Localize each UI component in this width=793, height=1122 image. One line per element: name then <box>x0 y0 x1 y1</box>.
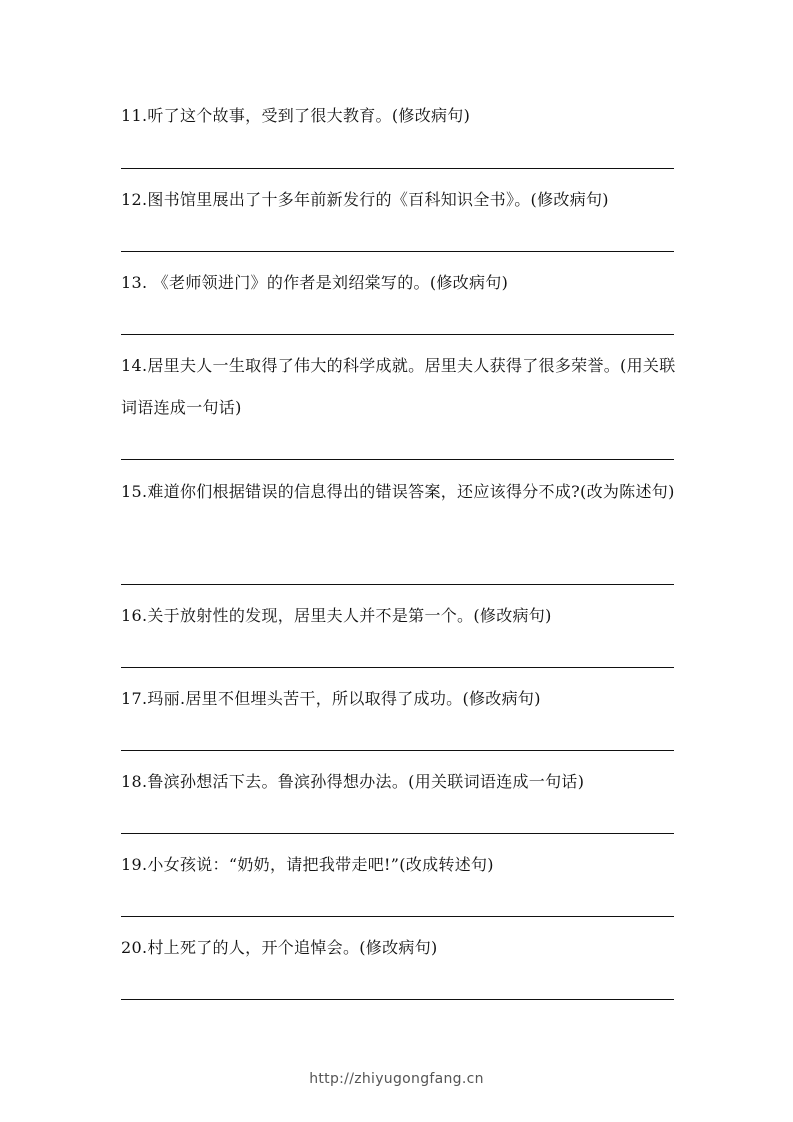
question-16 <box>121 595 681 637</box>
answer-line-15[interactable] <box>121 584 674 585</box>
question-text: 玛丽.居里不但埋头苦干，所以取得了成功。(修改病句) <box>147 689 541 708</box>
question-text: 鲁滨孙想活下去。鲁滨孙得想办法。(用关联词语连成一句话) <box>147 772 585 791</box>
question-15 <box>121 471 681 513</box>
question-14 <box>121 345 681 429</box>
answer-line-20[interactable] <box>121 999 674 1000</box>
footer-url[interactable]: http://zhiyugongfang.cn <box>309 1071 484 1087</box>
question-18 <box>121 761 681 803</box>
question-number: 18. <box>121 772 148 791</box>
question-number: 11. <box>121 106 148 125</box>
answer-line-18[interactable] <box>121 833 674 834</box>
question-text: 《老师领进门》的作者是刘绍棠写的。(修改病句) <box>152 273 509 292</box>
answer-line-16[interactable] <box>121 667 674 668</box>
answer-line-11[interactable] <box>121 168 674 169</box>
question-text: 居里夫人一生取得了伟大的科学成就。居里夫人获得了很多荣誉。(用关联词语连成一句话) <box>121 356 676 417</box>
question-text: 图书馆里展出了十多年前新发行的《百科知识全书》。(修改病句) <box>147 190 609 209</box>
question-11 <box>121 95 681 137</box>
question-13 <box>121 262 681 304</box>
question-number: 17. <box>121 689 148 708</box>
question-number: 16. <box>121 606 148 625</box>
question-text: 村上死了的人，开个追悼会。(修改病句) <box>147 938 438 957</box>
question-number: 19. <box>121 855 148 874</box>
question-text: 难道你们根据错误的信息得出的错误答案，还应该得分不成?(改为陈述句) <box>147 482 675 501</box>
question-17 <box>121 678 681 720</box>
question-20 <box>121 927 681 969</box>
question-19 <box>121 844 681 886</box>
question-number: 12. <box>121 190 148 209</box>
answer-line-19[interactable] <box>121 916 674 917</box>
answer-line-13[interactable] <box>121 334 674 335</box>
answer-line-14[interactable] <box>121 459 674 460</box>
question-text: 关于放射性的发现，居里夫人并不是第一个。(修改病句) <box>147 606 552 625</box>
answer-line-17[interactable] <box>121 750 674 751</box>
question-number: 13. <box>121 273 153 292</box>
question-number: 14. <box>121 356 148 375</box>
question-text: 听了这个故事，受到了很大教育。(修改病句) <box>147 106 471 125</box>
question-number: 20. <box>121 938 148 957</box>
question-12 <box>121 179 681 221</box>
answer-line-12[interactable] <box>121 251 674 252</box>
question-number: 15. <box>121 482 148 501</box>
question-text: 小女孩说：“奶奶，请把我带走吧!”(改成转述句) <box>147 855 494 874</box>
